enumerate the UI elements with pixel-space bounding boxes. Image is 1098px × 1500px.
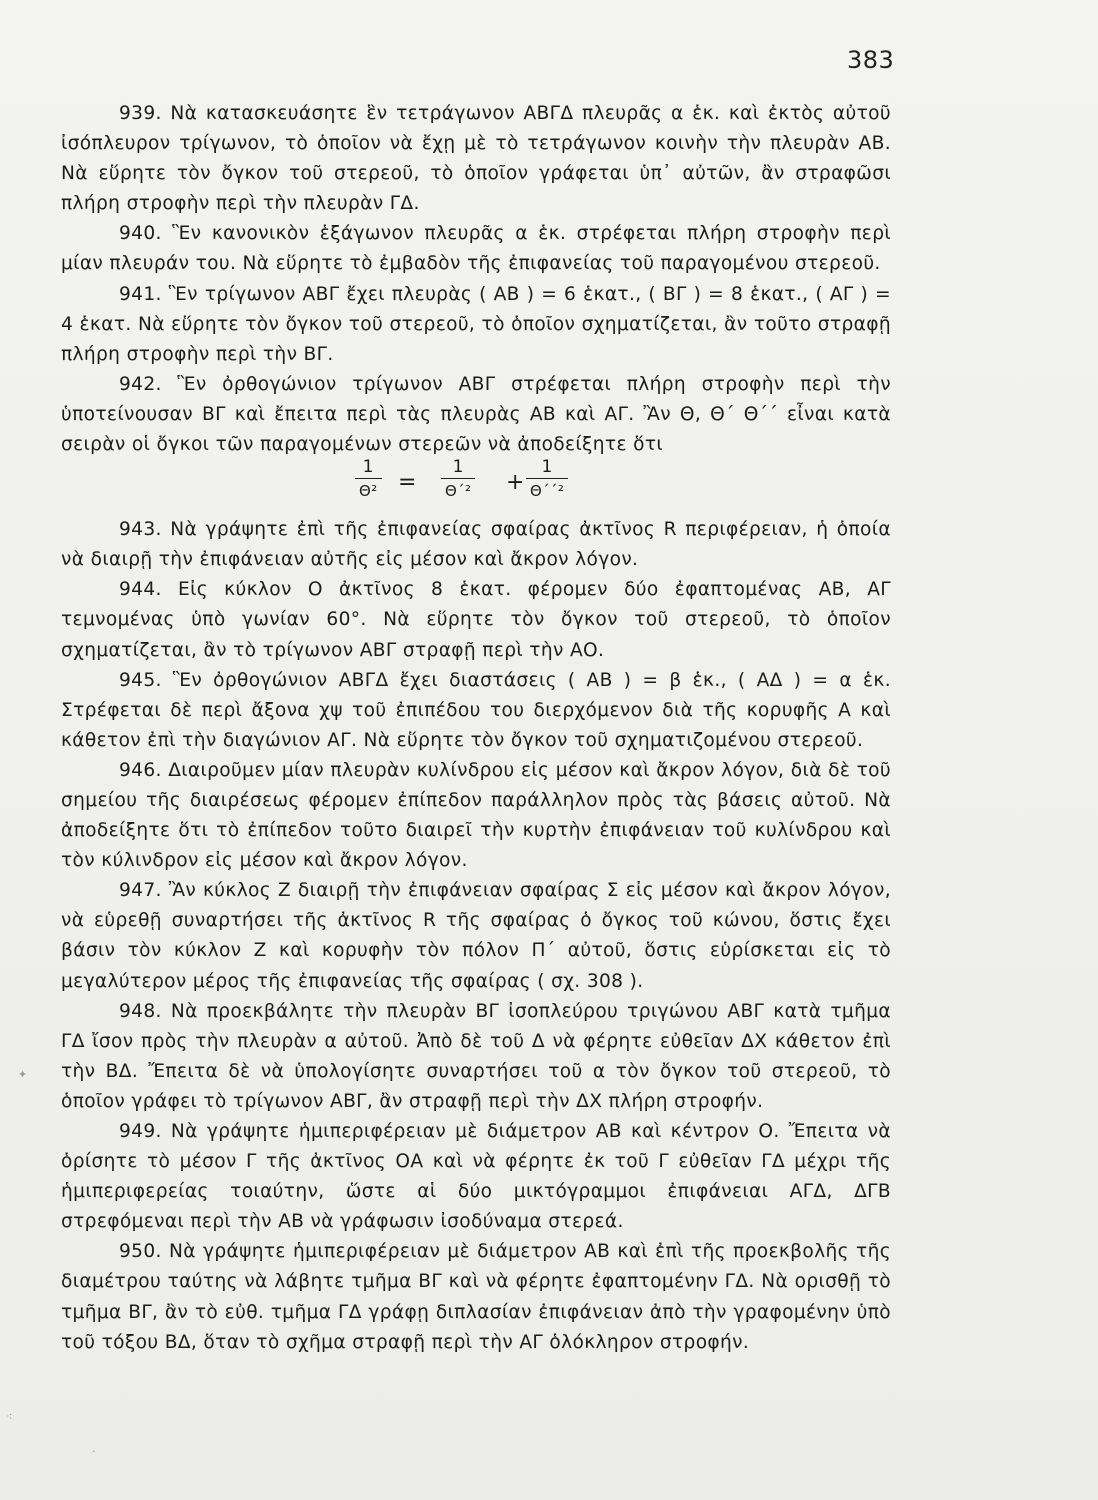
fraction-denominator: Θ² [355, 478, 382, 503]
fraction-denominator: Θ΄² [441, 478, 475, 503]
problem-939: 939. Νὰ κατασκευάσητε ἓν τετράγωνον ΑΒΓΔ πλευρᾶς α ἑκ. καὶ ἐκτὸς αὐτοῦ ἰσόπλευρον τρίγωνον, τὸ ὁποῖον νὰ ἔχῃ μὲ τὸ τετράγωνον κοινὴν τὴν πλευρὰν ΑΒ. Νὰ εὕρητε τὸν ὄγκον τοῦ στερεοῦ, τὸ ὁποῖον γράφεται ὑπ᾽ αὐτῶν, ἂν στραφῶσι πλήρη στροφὴν περὶ τὴν πλευρὰν ΓΔ. [61, 103, 891, 215]
paper-speck: ⁖ [6, 1410, 13, 1423]
fraction-theta-double-prime [526, 456, 568, 503]
problem-949: 949. Νὰ γράψητε ἡμιπεριφέρειαν μὲ διάμετρον ΑΒ καὶ κέντρον Ο. Ἔπειτα νὰ ὁρίσητε τὸ μέσον Γ τῆς ἀκτῖνος ΟΑ καὶ νὰ φέρητε ἐκ τοῦ Γ εὐθεῖαν ΓΔ μέχρι τῆς ἡμιπεριφερείας τοιαύτην, ὥστε αἱ δύο μικτόγραμμοι ἐπιφάνειαι ΑΓΔ, ΔΓΒ στρεφόμεναι περὶ τὴν ΑΒ νὰ γράφωσιν ἰσοδύναμα στερεά. [61, 1121, 891, 1233]
problem-946: 946. Διαιροῦμεν μίαν πλευρὰν κυλίνδρου εἰς μέσον καὶ ἄκρον λόγον, διὰ δὲ τοῦ σημείου τῆς διαιρέσεως φέρομεν ἐπίπεδον παράλληλον πρὸς τὰς βάσεις αὐτοῦ. Νὰ ἀποδείξητε ὅτι τὸ ἐπίπεδον τοῦτο διαιρεῖ τὴν κυρτὴν ἐπιφάνειαν τοῦ κυλίνδρου καὶ τὸν κύλινδρον εἰς μέσον καὶ ἄκρον λόγον. [61, 759, 891, 872]
problem-950: 950. Νὰ γράψητε ἡμιπεριφέρειαν μὲ διάμετρον ΑΒ καὶ ἐπὶ τῆς προεκβολῆς τῆς διαμέτρου ταύτης νὰ λάβητε τμῆμα ΒΓ καὶ νὰ φέρητε ἐφαπτομένην ΓΔ. Νὰ ορισθῇ τὸ τμῆμα ΒΓ, ἂν τὸ εὐθ. τμῆμα ΓΔ γράφῃ διπλασίαν ἐπιφάνειαν ἀπὸ τὴν γραφομένην ὑπὸ τοῦ τόξου ΒΔ, ὅταν τὸ σχῆμα στραφῇ περὶ τὴν ΑΓ ὁλόκληρον στροφήν. [61, 1241, 891, 1353]
page-number: 383 [847, 46, 895, 74]
plus-sign: + [506, 470, 525, 496]
problem-945: 945. Ἓν ὀρθογώνιον ΑΒΓΔ ἔχει διαστάσεις ( ΑΒ ) = β ἑκ., ( ΑΔ ) = α ἑκ. Στρέφεται δὲ περὶ ἄξονα χψ τοῦ ἐπιπέδου του διερχόμενον διὰ τῆς κορυφῆς Α καὶ κάθετον ἐπὶ τὴν διαγώνιον ΑΓ. Νὰ εὕρητε τὸν ὄγκον τοῦ σχηματιζομένου στερεοῦ. [61, 669, 891, 751]
paper-speck: ✦ [18, 1068, 28, 1081]
problem-947: 947. Ἂν κύκλος Ζ διαιρῇ τὴν ἐπιφάνειαν σφαίρας Σ εἰς μέσον καὶ ἄκρον λόγον, νὰ εὑρεθῇ συναρτήσει τῆς ἀκτῖνος R τῆς σφαίρας ὁ ὄγκος τοῦ κώνου, ὅστις ἔχει βάσιν τὸν κύκλον Ζ καὶ κορυφὴν τὸν πόλον Π΄ αὐτοῦ, ὅστις εὑρίσκεται εἰς τὸ μεγαλύτερον μέρος τῆς ἐπιφανείας τῆς σφαίρας ( σχ. 308 ). [61, 880, 891, 992]
fraction-numerator: 1 [541, 457, 553, 478]
problem-948: 948. Νὰ προεκβάλητε τὴν πλευρὰν ΒΓ ἰσοπλεύρου τριγώνου ΑΒΓ κατὰ τμῆμα ΓΔ ἴσον πρὸς τὴν πλευρὰν α αὐτοῦ. Ἀπὸ δὲ τοῦ Δ νὰ φέρητε εὐθεῖαν ΔΧ κάθετον ἐπὶ τὴν ΒΔ. Ἔπειτα δὲ νὰ ὑπολογίσητε συναρτήσει τοῦ α τὸν ὄγκον τοῦ στερεοῦ, τὸ ὁποῖον γράφει τὸ τρίγωνον ΑΒΓ, ἂν στραφῇ περὶ τὴν ΔΧ πλήρη στροφήν. [61, 1000, 891, 1112]
problem-944: 944. Εἰς κύκλον Ο ἀκτῖνος 8 ἑκατ. φέρομεν δύο ἐφαπτομένας ΑΒ, ΑΓ τεμνομένας ὑπὸ γωνίαν 60°. Νὰ εὕρητε τὸν ὄγκον τοῦ στερεοῦ, τὸ ὁποῖον σχηματίζεται, ἂν τὸ τρίγωνον ΑΒΓ στραφῇ περὶ τὴν ΑΟ. [61, 579, 891, 661]
problem-941: 941. Ἓν τρίγωνον ΑΒΓ ἔχει πλευρὰς ( ΑΒ ) = 6 ἑκατ., ( ΒΓ ) = 8 ἑκατ., ( ΑΓ ) = 4 ἑκατ. Νὰ εὕρητε τὸν ὄγκον τοῦ στερεοῦ, τὸ ὁποῖον σχηματίζεται, ἂν τοῦτο στραφῇ πλήρη στροφὴν περὶ τὴν ΒΓ. [61, 283, 891, 365]
paper-speck: · [92, 1445, 96, 1458]
fraction-theta [355, 456, 382, 503]
fraction-numerator: 1 [362, 457, 374, 478]
volume-reciprocal-formula [61, 456, 891, 518]
problem-940: 940. Ἓν κανονικὸν ἑξάγωνον πλευρᾶς α ἑκ. στρέφεται πλήρη στροφὴν περὶ μίαν πλευράν του. Νὰ εὕρητε τὸ ἐμβαδὸν τῆς ἐπιφανείας τοῦ παραγομένου στερεοῦ. [61, 223, 891, 275]
problem-942: 942. Ἓν ὀρθογώνιον τρίγωνον ΑΒΓ στρέφεται πλήρη στροφὴν περὶ τὴν ὑποτείνουσαν ΒΓ καὶ ἔπειτα περὶ τὰς πλευρὰς ΑΒ καὶ ΑΓ. Ἂν Θ, Θ΄ Θ΄΄ εἶναι κατὰ σειρὰν οἱ ὄγκοι τῶν παραγομένων στερεῶν νὰ ἀποδείξητε ὅτι [61, 373, 891, 456]
fraction-denominator: Θ΄΄² [526, 478, 568, 503]
problem-943: 943. Νὰ γράψητε ἐπὶ τῆς ἐπιφανείας σφαίρας ἀκτῖνος R περιφέρειαν, ἡ ὁποία νὰ διαιρῇ τὴν ἐπιφάνειαν αὐτῆς εἰς μέσον καὶ ἄκρον λόγον. [61, 519, 891, 571]
equals-sign: = [398, 470, 417, 496]
fraction-theta-prime [441, 456, 475, 503]
fraction-numerator: 1 [452, 457, 464, 478]
exercise-list [61, 99, 891, 1358]
